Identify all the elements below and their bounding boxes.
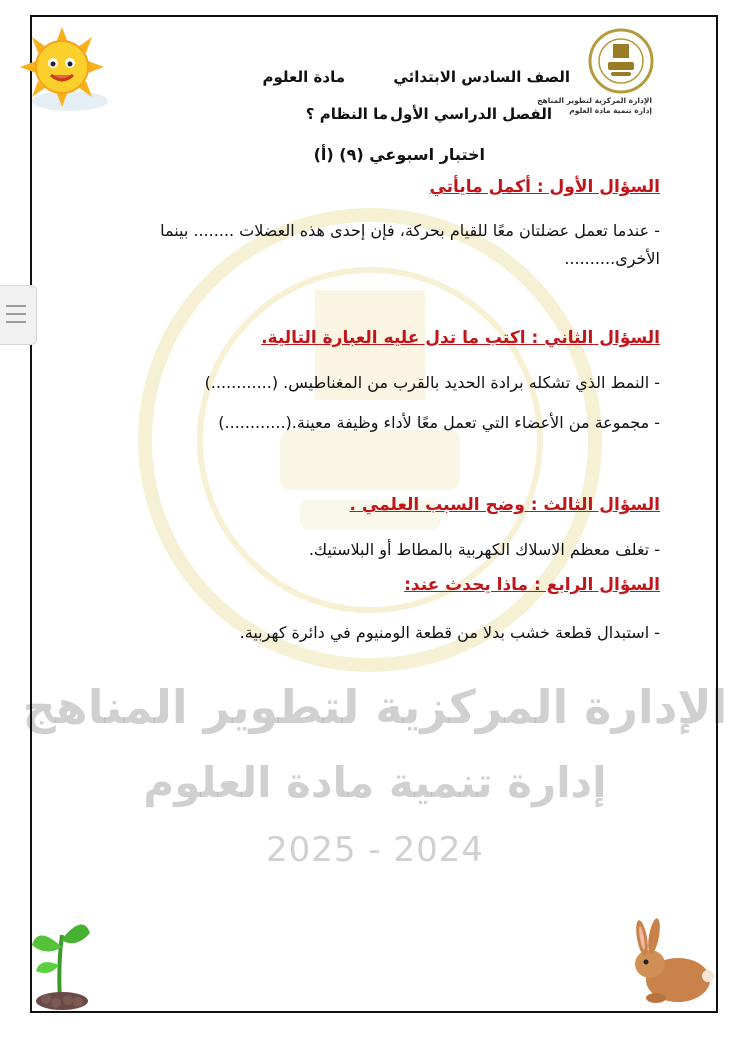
- side-menu-tab[interactable]: [0, 285, 37, 345]
- question-2-line-1: - النمط الذي تشكله برادة الحديد بالقرب من المغناطيس. (............): [204, 373, 660, 392]
- rabbit-icon: [626, 918, 716, 1010]
- lesson-label: ما النظام ؟: [305, 105, 388, 123]
- watermark-line1: الإدارة المركزية لتطوير المناهج: [22, 680, 728, 734]
- question-1-line-2: الأخرى..........: [564, 249, 660, 268]
- grade-label: الصف السادس الابتدائي: [393, 68, 570, 86]
- question-1-line-1: - عندما تعمل عضلتان معًا للقيام بحركة، فإن إحدى هذه العضلات ........ بينما: [160, 221, 660, 240]
- logo-caption-line2: إدارة تنمية مادة العلوم: [569, 106, 652, 115]
- question-2-title: السؤال الثاني : اكتب ما تدل عليه العبارة التالية.: [261, 328, 660, 348]
- plant-icon: [28, 905, 93, 1013]
- question-3-line-1: - تغلف معظم الاسلاك الكهربية بالمطاط أو البلاستيك.: [308, 540, 660, 559]
- watermark-year: 2024 - 2025: [266, 830, 484, 870]
- exam-title: اختبار اسبوعي (٩) (أ): [313, 145, 485, 164]
- logo-caption-line1: الإدارة المركزية لتطوير المناهج: [537, 96, 652, 105]
- question-3-title: السؤال الثالث : وضح السبب العلمي .: [349, 495, 660, 515]
- subject-label: مادة العلوم: [262, 68, 345, 86]
- question-1-title: السؤال الأول : أكمل مايأتي: [429, 177, 660, 197]
- question-2-line-2: - مجموعة من الأعضاء التي تعمل معًا لأداء وظيفة معينة.(............): [218, 413, 660, 432]
- question-4-line-1: - استبدال قطعة خشب بدلا من قطعة الومنيوم في دائرة كهربية.: [239, 623, 660, 642]
- question-4-title: السؤال الرابع : ماذا يحدث عند:: [404, 575, 660, 595]
- menu-icon: [6, 305, 26, 307]
- watermark-line2: إدارة تنمية مادة العلوم: [143, 758, 607, 807]
- term-label: الفصل الدراسي الأول: [390, 105, 552, 123]
- ministry-logo-icon: [588, 28, 654, 94]
- sun-icon: [18, 25, 112, 115]
